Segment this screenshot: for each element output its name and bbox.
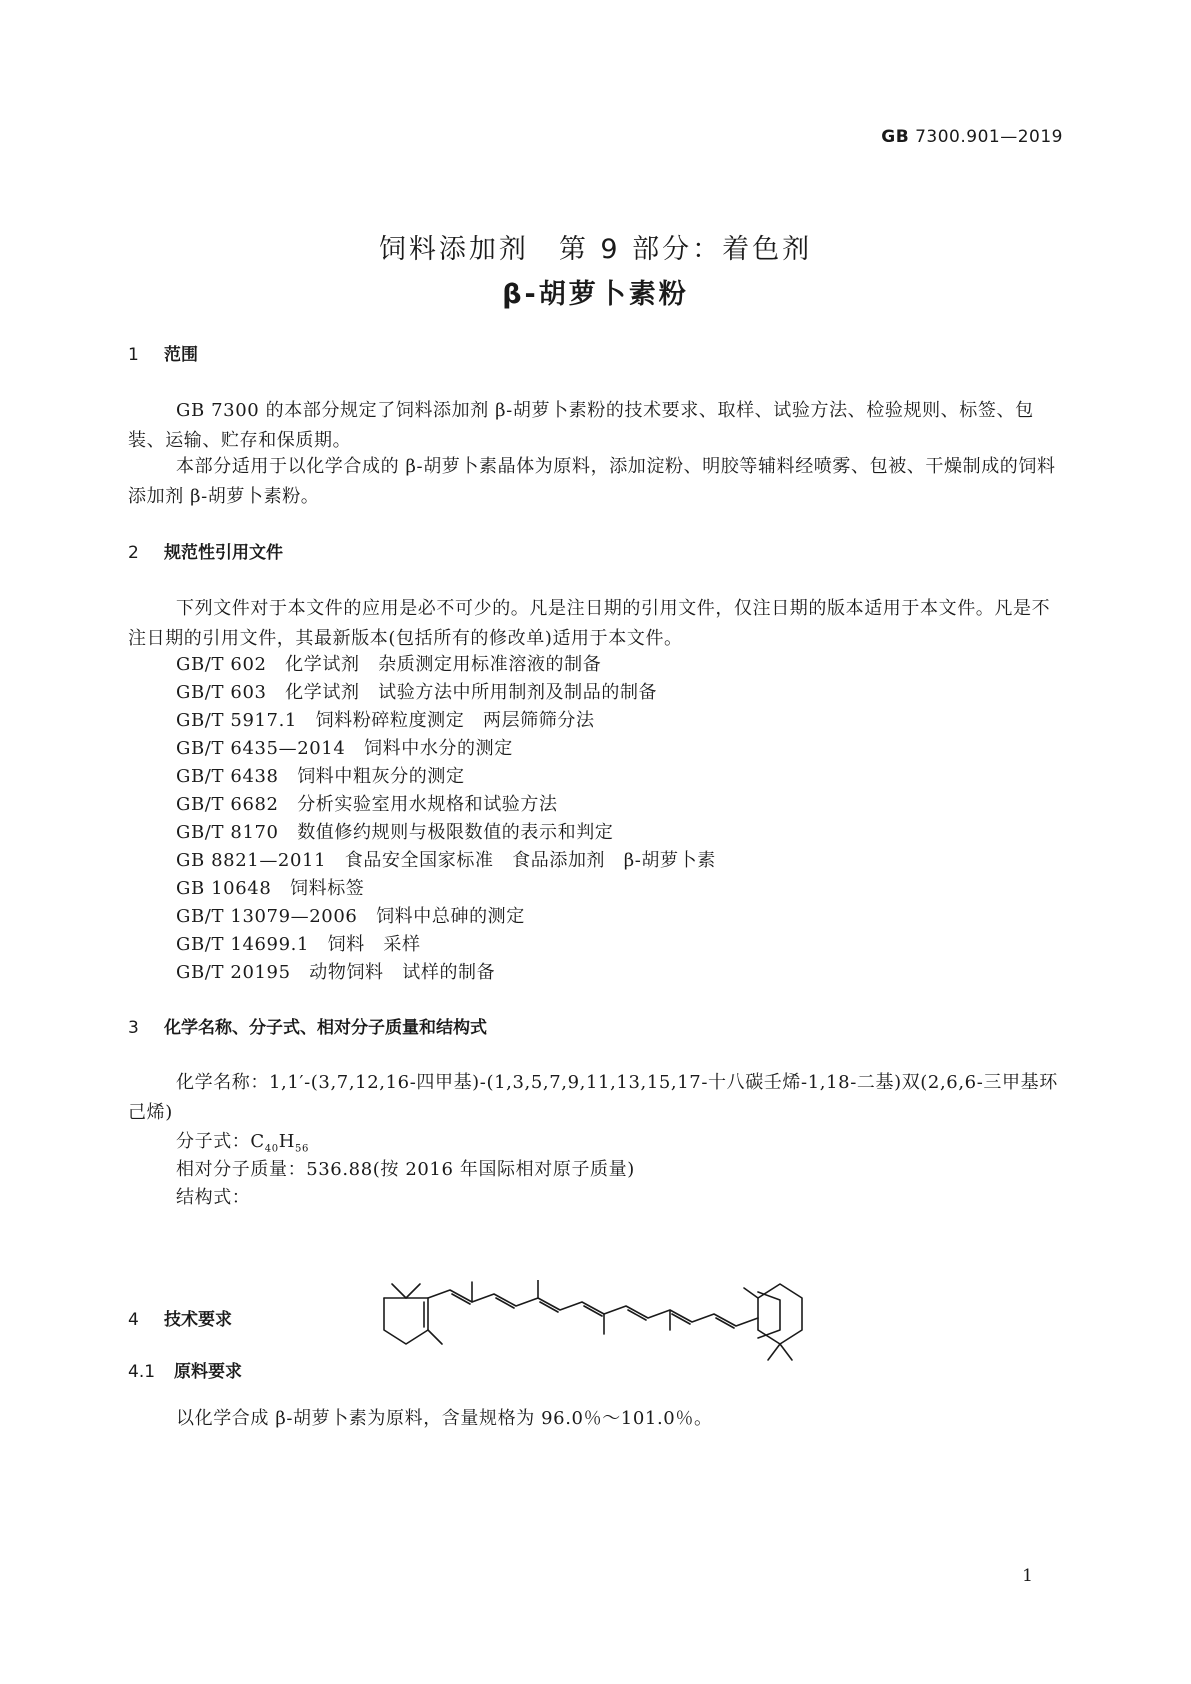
structure-label: 结构式： xyxy=(176,1187,251,1208)
molecular-mass: 相对分子质量：536.88(按 2016 年国际相对原子质量) xyxy=(176,1159,635,1180)
polyene-chain xyxy=(428,1290,758,1326)
structural-formula xyxy=(380,1280,820,1370)
reference-item: GB/T 602 化学试剂 杂质测定用标准溶液的制备 xyxy=(176,654,602,675)
reference-item: GB/T 603 化学试剂 试验方法中所用制剂及制品的制备 xyxy=(176,682,658,703)
document-title: 饲料添加剂 第 9 部分：着色剂 xyxy=(378,234,813,265)
reference-item: GB 8821—2011 食品安全国家标准 食品添加剂 β-胡萝卜素 xyxy=(176,850,716,871)
left-ring xyxy=(384,1298,428,1344)
reference-item: GB/T 6682 分析实验室用水规格和试验方法 xyxy=(176,794,558,815)
reference-item: GB/T 13079—2006 饲料中总砷的测定 xyxy=(176,906,525,927)
section-heading-4: 4 技术要求 xyxy=(128,1310,232,1330)
section-1-paragraph-2: 本部分适用于以化学合成的 β-胡萝卜素晶体为原料，添加淀粉、明胶等辅料经喷雾、包被、干燥制成的饲料添加剂 β-胡萝卜素粉。 xyxy=(128,456,1056,507)
page-number: 1 xyxy=(1022,1566,1033,1586)
section-1-paragraph-1: GB 7300 的本部分规定了饲料添加剂 β-胡萝卜素粉的技术要求、取样、试验方法、检验规则、标签、包装、运输、贮存和保质期。 xyxy=(128,400,1034,451)
standard-code: 7300.901—2019 xyxy=(915,127,1063,147)
section-heading-1: 1 范围 xyxy=(128,345,198,365)
molecular-formula: 分子式：$C_{40}H_{56}$ xyxy=(176,1131,309,1155)
document-subtitle: β-胡萝卜素粉 xyxy=(502,279,689,310)
reference-item: GB/T 14699.1 饲料 采样 xyxy=(176,934,421,955)
section-heading-3: 3 化学名称、分子式、相对分子质量和结构式 xyxy=(128,1018,487,1038)
section-2-paragraph-1: 下列文件对于本文件的应用是必不可少的。凡是注日期的引用文件，仅注日期的版本适用于本文件。凡是不注日期的引用文件，其最新版本(包括所有的修改单)适用于本文件。 xyxy=(128,598,1051,649)
standard-number xyxy=(881,127,1063,147)
subsection-heading-4-1: 4.1 原料要求 xyxy=(128,1362,242,1382)
reference-item: GB/T 5917.1 饲料粉碎粒度测定 两层筛筛分法 xyxy=(176,710,595,731)
chemical-name: 化学名称：1,1′-(3,7,12,16-四甲基)-(1,3,5,7,9,11,13,15,17-十八碳壬烯-1,18-二基)双(2,6,6-三甲基环己烯) xyxy=(128,1072,1058,1123)
reference-item: GB/T 6438 饲料中粗灰分的测定 xyxy=(176,766,465,787)
standard-prefix: GB xyxy=(881,127,910,147)
section-4-1-paragraph: 以化学合成 β-胡萝卜素为原料，含量规格为 96.0％～101.0％。 xyxy=(176,1408,713,1429)
reference-item: GB 10648 饲料标签 xyxy=(176,878,365,899)
section-heading-2: 2 规范性引用文件 xyxy=(128,543,283,563)
reference-item: GB/T 6435—2014 饲料中水分的测定 xyxy=(176,738,513,759)
reference-item: GB/T 20195 动物饲料 试样的制备 xyxy=(176,962,496,983)
reference-item: GB/T 8170 数值修约规则与极限数值的表示和判定 xyxy=(176,822,614,843)
